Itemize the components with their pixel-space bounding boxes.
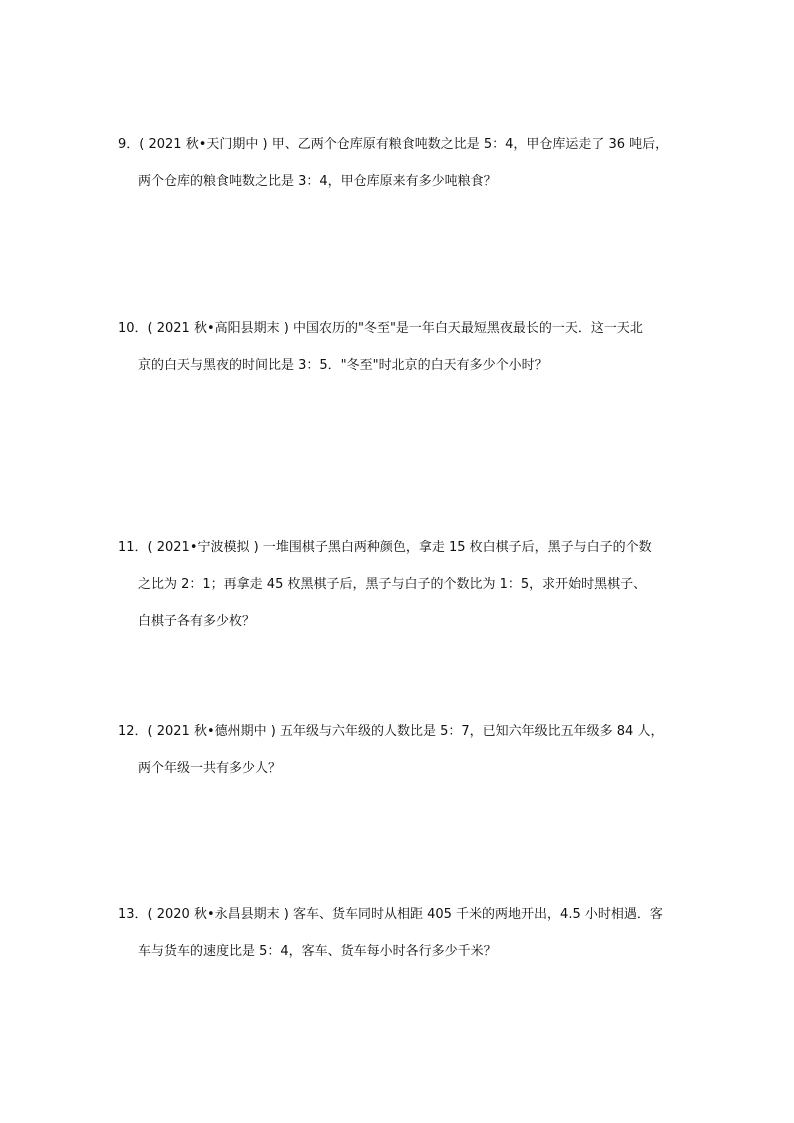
question-12-line-2: 两个年级一共有多少人？: [138, 761, 282, 776]
question-10-line-2: 京的白天与黑夜的时间比是 3：5．"冬至"时北京的白天有多少个小时？: [138, 358, 548, 373]
question-11-line-1: 11．( 2021•宁波模拟 ) 一堆围棋子黑白两种颜色，拿走 15 枚白棋子后，黑子与白子的个数: [118, 540, 652, 555]
question-13: [118, 906, 698, 960]
question-12: [118, 723, 698, 777]
question-9: [118, 136, 698, 190]
question-10: [118, 320, 698, 374]
question-13-line-2: 车与货车的速度比是 5：4，客车、货车每小时各行多少千米？: [138, 944, 497, 959]
question-10-line-1: 10．( 2021 秋•高阳县期末 ) 中国农历的"冬至"是一年白天最短黑夜最长的一天．这一天北: [118, 321, 643, 336]
question-9-line-2: 两个仓库的粮食吨数之比是 3：4，甲仓库原来有多少吨粮食？: [138, 174, 497, 189]
question-11: [118, 539, 698, 630]
question-13-line-1: 13．( 2020 秋•永昌县期末 ) 客车、货车同时从相距 405 千米的两地开出，4.5 小时相遇．客: [118, 907, 663, 922]
question-11-line-2: 之比为 2：1；再拿走 45 枚黑棋子后，黑子与白子的个数比为 1：5，求开始时黑棋子、: [138, 577, 647, 592]
question-9-line-1: 9．( 2021 秋•天门期中 ) 甲、乙两个仓库原有粮食吨数之比是 5：4，甲仓库运走了 36 吨后，: [118, 137, 669, 152]
question-11-line-3: 白棋子各有多少枚？: [138, 614, 256, 629]
question-12-line-1: 12．( 2021 秋•德州期中 ) 五年级与六年级的人数比是 5：7，已知六年级比五年级多 84 人，: [118, 724, 664, 739]
